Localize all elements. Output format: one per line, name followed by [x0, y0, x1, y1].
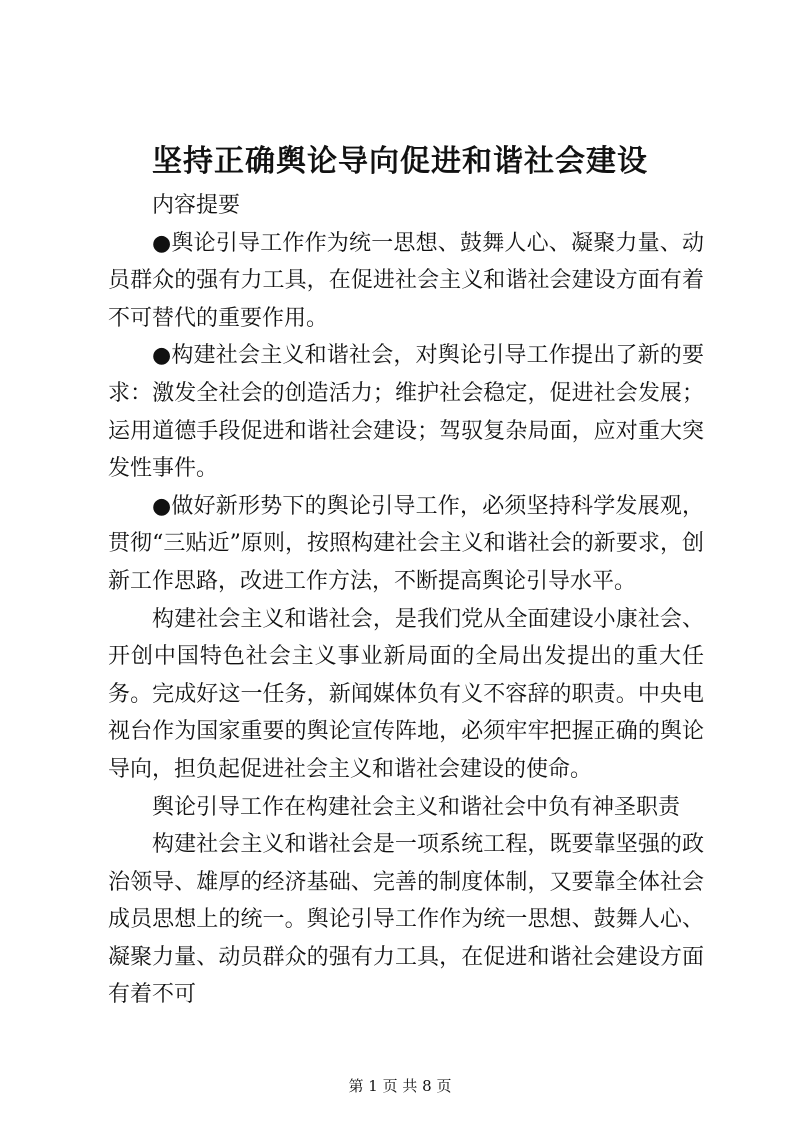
section-heading: 舆论引导工作在构建社会主义和谐社会中负有神圣职责: [152, 794, 681, 820]
page-number: 第 1 页 共 8 页: [348, 1077, 452, 1095]
body-paragraph: 构建社会主义和谐社会，是我们党从全面建设小康社会、开创中国特色社会主义事业新局面的全局出发提出的重大任务。完成好这一任务，新闻媒体负有义不容辞的职责。中央电视台作为国家重要的舆论宣传阵地，必须牢牢把握正确的舆论导向，担负起促进社会主义和谐社会建设的使命。: [108, 606, 704, 782]
document-title: 坚持正确舆论导向促进和谐社会建设: [152, 144, 648, 179]
section-heading-summary: 内容提要: [152, 193, 241, 218]
summary-point-3: ●做好新形势下的舆论引导工作，必须坚持科学发展观，贯彻“三贴近”原则，按照构建社会主义和谐社会的新要求，创新工作思路，改进工作方法，不断提高舆论引导水平。: [108, 493, 704, 594]
summary-point-1: ●舆论引导工作作为统一思想、鼓舞人心、凝聚力量、动员群众的强有力工具，在促进社会主义和谐社会建设方面有着不可替代的重要作用。: [108, 230, 704, 331]
body-paragraph: 构建社会主义和谐社会是一项系统工程，既要靠坚强的政治领导、雄厚的经济基础、完善的制度体制，又要靠全体社会成员思想上的统一。舆论引导工作作为统一思想、鼓舞人心、凝聚力量、动员群众的强有力工具，在促进和谐社会建设方面有着不可: [108, 832, 704, 1008]
summary-point-2: ●构建社会主义和谐社会，对舆论引导工作提出了新的要求：激发全社会的创造活力；维护社会稳定，促进社会发展；运用道德手段促进和谐社会建设；驾驭复杂局面，应对重大突发性事件。: [108, 343, 704, 482]
document-body: [108, 187, 704, 1014]
